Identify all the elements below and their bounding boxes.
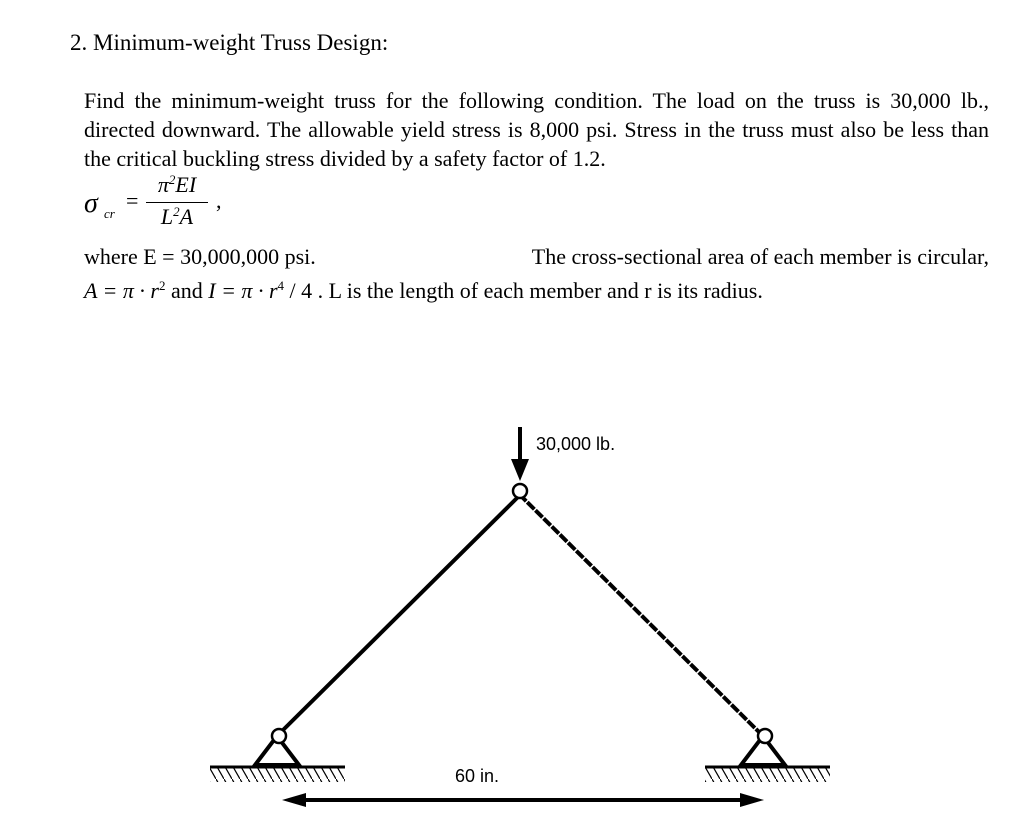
span-arrow-left [282,793,306,807]
inertia-formula: I = π · r [208,278,278,303]
right-ground-hatch [705,768,830,782]
top-pin-joint [513,484,527,498]
buckling-stress-formula [84,170,384,240]
material-description [84,240,989,308]
left-pin-joint [272,729,286,743]
problem-statement: Find the minimum-weight truss for the following condition. The load on the truss is 30,000 lb., directed downward. The allowable yield stress is 8,000 psi. Stress in the truss must also be less than the critical buckling stress divided by a safety factor of 1.2. [84,88,989,171]
truss-drawing [200,415,840,830]
span-label: 60 in. [455,766,500,786]
where-line [84,240,989,274]
formula-numerator [146,172,208,198]
area-formula: A = π · r [84,278,159,303]
span-arrow-right [740,793,764,807]
problem-heading: 2. Minimum-weight Truss Design: [70,30,389,55]
cross-section-text: The cross-sectional area of each member is circular, [531,244,989,269]
den-L: L [160,204,174,229]
inertia-exponent: 4 [277,278,285,293]
load-arrow-head [511,459,529,481]
area-inertia-line [84,274,989,308]
formula-comma: , [216,188,222,213]
area-exponent: 2 [158,278,166,293]
formula-equals: = [126,188,139,213]
num-pi: π [157,172,169,197]
right-pin-joint [758,729,772,743]
and-text: and [165,278,209,303]
num-rest: EI [175,172,197,197]
length-radius-text: L is the length of each member and r is its radius. [323,278,763,303]
truss-diagram [200,415,840,830]
left-member [277,495,520,736]
load-label: 30,000 lb. [536,434,616,454]
den-exponent: 2 [173,204,180,219]
inertia-tail: / 4 . [284,278,324,303]
left-ground-hatch [210,768,345,782]
sigma-subscript: cr [104,206,115,221]
modulus-text: where E = 30,000,000 psi. [84,244,316,269]
num-exponent: 2 [168,172,176,187]
formula-denominator [146,204,208,230]
right-member [520,495,763,736]
den-rest: A [179,204,194,229]
sigma-symbol: σ [84,188,98,219]
fraction-bar [146,202,208,203]
